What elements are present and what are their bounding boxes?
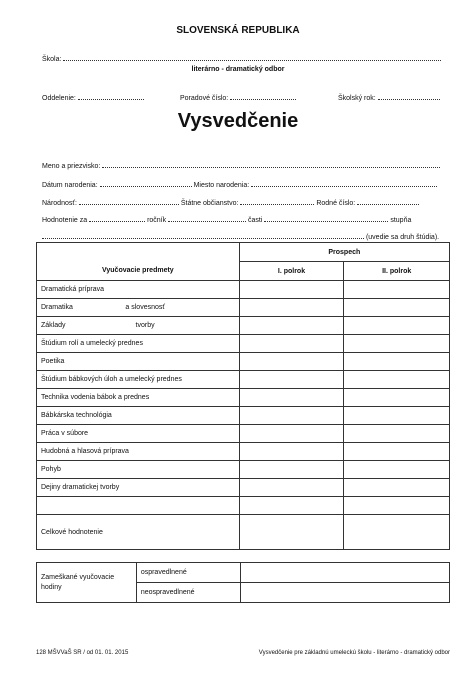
grade-cell[interactable] — [239, 335, 344, 353]
grade-cell[interactable] — [239, 353, 344, 371]
grade-cell[interactable] — [344, 389, 450, 407]
subject-name: Základy tvorby — [37, 317, 240, 335]
grade-cell[interactable] — [239, 407, 344, 425]
citizenship-label: Štátne občianstvo: — [180, 200, 239, 207]
subject-name: Štúdium rolí a umelecký prednes — [37, 335, 240, 353]
grade-cell[interactable] — [239, 479, 344, 497]
excused-label: ospravedlnené — [136, 563, 240, 583]
grade-cell[interactable] — [344, 335, 450, 353]
nationality-label: Národnosť: — [42, 200, 77, 207]
grade-cell[interactable] — [239, 461, 344, 479]
overall-row — [37, 515, 450, 550]
subject-name: Hudobná a hlasová príprava — [37, 443, 240, 461]
subject-name: Práca v súbore — [37, 425, 240, 443]
table-row — [37, 497, 450, 515]
grade-cell[interactable] — [239, 389, 344, 407]
school-label: Škola: — [42, 56, 62, 63]
grade-cell[interactable] — [239, 371, 344, 389]
eval-rocnik-field[interactable] — [89, 214, 145, 222]
half2-header: II. polrok — [344, 262, 450, 281]
eval-stupna: stupňa — [390, 217, 412, 224]
order-line — [180, 92, 296, 102]
eval-casti: časti — [248, 217, 263, 224]
half1-header: I. polrok — [239, 262, 344, 281]
table-row — [37, 317, 450, 335]
grade-cell[interactable] — [239, 299, 344, 317]
prospech-header: Prospech — [239, 243, 449, 262]
subject-name: Technika vodenia bábok a prednes — [37, 389, 240, 407]
unexcused-value[interactable] — [240, 583, 449, 603]
odbor-label: literárno - dramatický odbor — [191, 66, 285, 73]
subject-name: Pohyb — [37, 461, 240, 479]
study-type-field[interactable] — [42, 231, 364, 239]
table-row — [37, 443, 450, 461]
grade-cell[interactable] — [239, 281, 344, 299]
grade-cell[interactable] — [344, 479, 450, 497]
birth-number-label: Rodné číslo: — [316, 200, 356, 207]
grade-cell[interactable] — [239, 425, 344, 443]
evaluation-line — [42, 214, 411, 224]
school-line — [42, 53, 442, 63]
birth-place-label: Miesto narodenia: — [193, 182, 250, 189]
order-label: Poradové číslo: — [180, 95, 229, 102]
year-line — [338, 92, 440, 102]
excused-value[interactable] — [240, 563, 449, 583]
grades-table — [36, 242, 450, 550]
birth-date-label: Dátum narodenia: — [42, 182, 98, 189]
name-label: Meno a priezvisko: — [42, 163, 101, 170]
class-line — [42, 92, 144, 102]
subjects-header: Vyučovacie predmety — [37, 262, 240, 281]
eval-rocnik: ročník — [147, 217, 167, 224]
study-type-note: (uvedie sa druh štúdia). — [365, 234, 440, 241]
grade-cell[interactable] — [344, 353, 450, 371]
overall-label: Celkové hodnotenie — [37, 515, 240, 550]
eval-stupna-field[interactable] — [264, 214, 388, 222]
country-title: SLOVENSKÁ REPUBLIKA — [176, 25, 300, 36]
table-row — [37, 407, 450, 425]
table-row — [37, 461, 450, 479]
table-row — [37, 281, 450, 299]
document-title: Vysvedčenie — [177, 110, 299, 132]
birth-number-field[interactable] — [357, 197, 419, 205]
year-label: Školský rok: — [338, 95, 376, 102]
grade-cell[interactable] — [344, 317, 450, 335]
birth-date-field[interactable] — [100, 179, 192, 187]
school-field[interactable] — [63, 53, 441, 61]
table-row — [37, 425, 450, 443]
study-type-line — [42, 231, 439, 241]
grade-cell[interactable] — [344, 371, 450, 389]
grade-cell[interactable] — [344, 461, 450, 479]
name-line — [42, 160, 440, 170]
absence-table — [36, 562, 450, 603]
subject-name: Bábkárska technológia — [37, 407, 240, 425]
class-label: Oddelenie: — [42, 95, 76, 102]
table-row — [37, 371, 450, 389]
footer-left: 128 MŠVVaŠ SR / od 01. 01. 2015 — [36, 650, 129, 656]
grade-cell[interactable] — [239, 497, 344, 515]
absence-label: Zameškané vyučovacie hodiny — [37, 563, 137, 603]
grade-cell[interactable] — [344, 281, 450, 299]
grade-cell[interactable] — [344, 299, 450, 317]
class-field[interactable] — [78, 92, 144, 100]
birth-place-field[interactable] — [251, 179, 437, 187]
unexcused-label: neospravedlnené — [136, 583, 240, 603]
table-row — [37, 299, 450, 317]
grade-cell[interactable] — [344, 425, 450, 443]
table-row — [37, 353, 450, 371]
order-field[interactable] — [230, 92, 296, 100]
footer-right: Vysvedčenie pre základnú umeleckú školu - literárno - dramatický odbor — [258, 650, 450, 656]
subject-name: Dejiny dramatickej tvorby — [37, 479, 240, 497]
table-row — [37, 389, 450, 407]
table-row — [37, 335, 450, 353]
subject-name[interactable] — [37, 497, 240, 515]
birth-line — [42, 179, 437, 189]
grade-cell[interactable] — [239, 317, 344, 335]
eval-casti-field[interactable] — [168, 214, 246, 222]
subject-name: Poetika — [37, 353, 240, 371]
grade-cell[interactable] — [239, 515, 344, 550]
grade-cell[interactable] — [344, 497, 450, 515]
citizenship-field[interactable] — [240, 197, 314, 205]
grades-corner — [37, 243, 240, 262]
grade-cell[interactable] — [344, 443, 450, 461]
grade-cell[interactable] — [239, 443, 344, 461]
year-field[interactable] — [378, 92, 440, 100]
subject-name: Dramatická príprava — [37, 281, 240, 299]
grade-cell[interactable] — [344, 407, 450, 425]
name-field[interactable] — [102, 160, 440, 168]
grade-cell[interactable] — [344, 515, 450, 550]
subject-name: Štúdium bábkových úloh a umelecký prednes — [37, 371, 240, 389]
table-row — [37, 479, 450, 497]
eval-prefix: Hodnotenie za — [42, 217, 88, 224]
nationality-line — [42, 197, 419, 207]
subject-name: Dramatika a slovesnosť — [37, 299, 240, 317]
nationality-field[interactable] — [79, 197, 179, 205]
